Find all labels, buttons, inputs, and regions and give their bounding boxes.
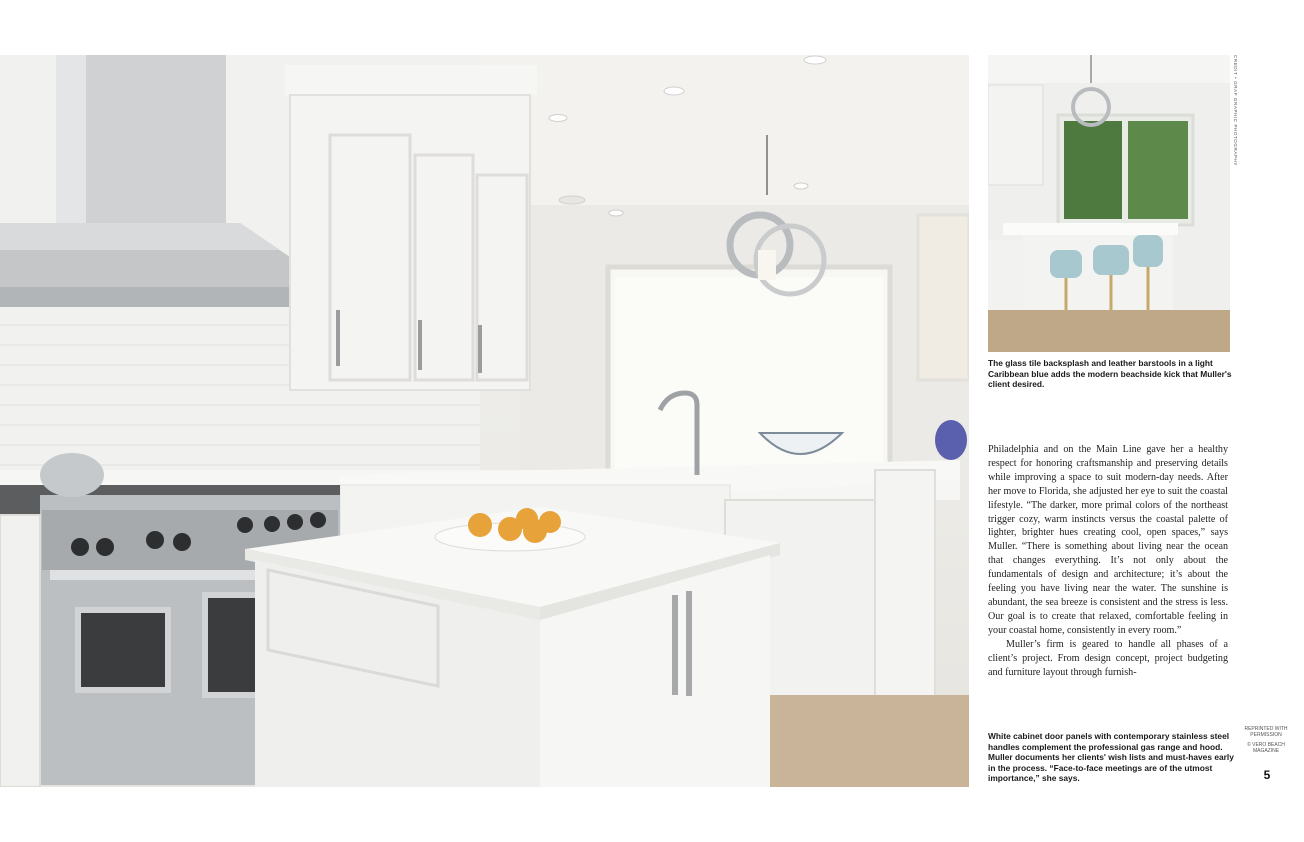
main-photo-caption: White cabinet door panels with contemporary stainless steel handles complement the professional gas range and hood. Muller documents her clients' wish lists and must-haves early in the process. “Face-to-face meetings are of the utmost importance,” she says.: [988, 731, 1234, 784]
body-paragraph: Philadelphia and on the Main Line gave her a healthy respect for honoring craftsmanship and preserving details while improving a space to suit modern-day needs. After her move to Florida, she adjusted her eye to suit the coastal lifestyle. “The darker, more primal colors of the northeast trigger cozy, warm instincts versus the coastal palette of lighter, brighter hues creating cool, open spaces,” says Muller. “There is something about living near the ocean that changes everything. It’s not only about the fundamentals of design and architecture; it’s about the feeling you have living near the water. The sunshine is abundant, the sea breeze is consistent and the stress is less. Our goal is to create that relaxed, comfortable feeling in your coastal home, consistently in every room.”: [988, 444, 1228, 636]
page-number: 5: [1263, 768, 1271, 782]
article-body: [988, 443, 1228, 679]
dining-illustration: [988, 55, 1230, 352]
body-paragraph: Muller’s firm is geared to handle all phases of a client’s project. From design concept, project budgeting and furniture layout through furnish-: [988, 638, 1228, 678]
reprint-notice: [1240, 726, 1292, 758]
kitchen-illustration: [0, 55, 969, 787]
inset-photo-caption: The glass tile backsplash and leather barstools in a light Caribbean blue adds the modern beachside kick that Muller's client desired.: [988, 358, 1232, 390]
main-kitchen-photo: [0, 55, 969, 787]
reprint-permission: REPRINTED WITH PERMISSION: [1244, 726, 1288, 738]
reprint-copyright: © VERO BEACH MAGAZINE: [1247, 742, 1285, 754]
photo-credit: CREDIT • GRAF GRAPHIC PHOTOGRAPHY: [1233, 55, 1238, 166]
inset-barstool-photo: [988, 55, 1230, 352]
